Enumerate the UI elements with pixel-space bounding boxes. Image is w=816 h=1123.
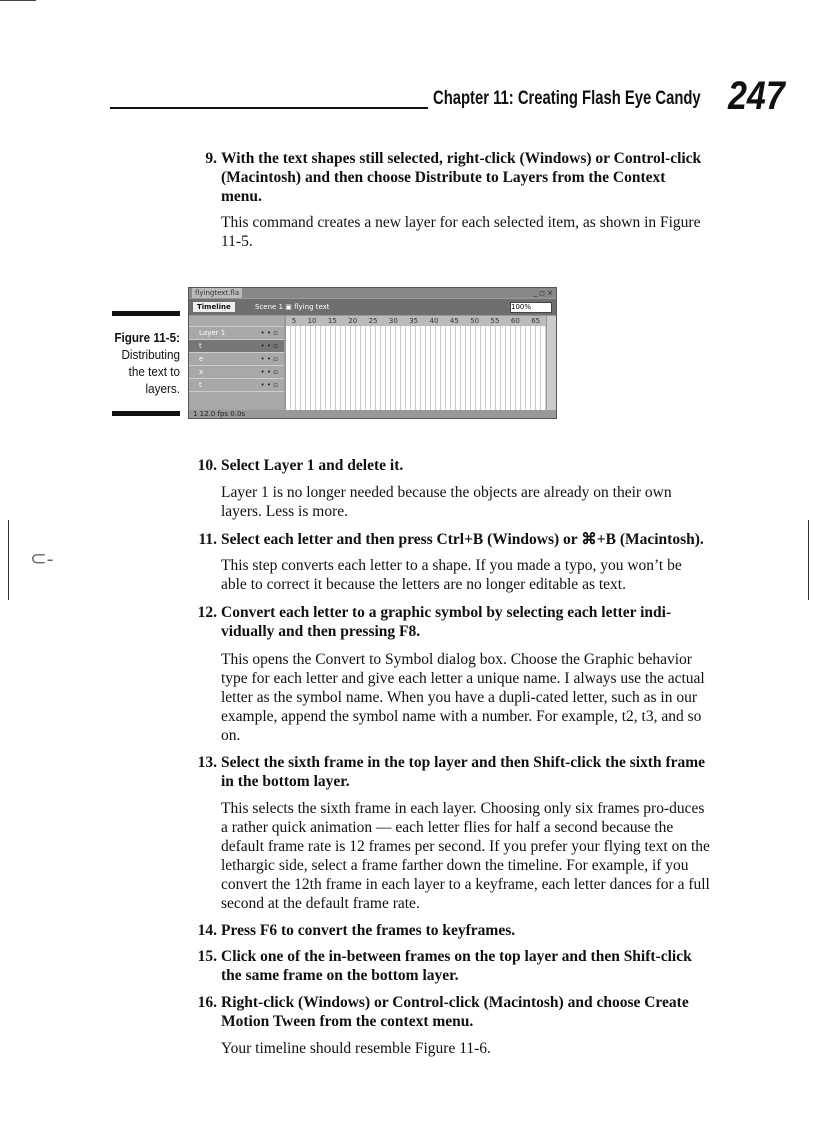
ruler-tick: 35 [409,317,419,325]
scrollbar [547,316,556,410]
step-number: 16. [197,994,217,1011]
layer-list [189,316,284,410]
layer-row: t • • ▫ [189,379,284,392]
layer-row: x • • ▫ [189,366,284,379]
step-body: Layer 1 is no longer needed because the objects are already on their own layers. Less is more. [221,484,672,520]
step-body: This step converts each letter to a shape. If you made a typo, you won’t be able to correct it because the letters are no longer editable as text. [221,557,682,593]
ruler-tick: 45 [449,317,459,325]
step-title: Select Layer 1 and delete it. [221,457,404,474]
step-number: 9. [205,150,217,167]
ruler-tick: 65 [531,317,541,325]
step-title: Right-click (Windows) or Control-click (Macintosh) and choose Create Motion Tween from the context menu. [221,994,689,1030]
layer-row: e • • ▫ [189,353,284,366]
frame-grid [286,316,546,410]
ruler-tick: 60 [510,317,520,325]
step-11 [190,530,710,549]
ruler-tick: 55 [490,317,500,325]
step-number: 15. [197,948,217,965]
frame-ruler [286,316,546,326]
ruler-tick: 50 [470,317,480,325]
layer-row: t • • ▫ [189,340,284,353]
step-9 [190,149,710,206]
step-number: 14. [197,922,217,939]
ruler-tick: 10 [307,317,317,325]
zoom-select: 100% [510,302,552,313]
crop-mark [0,0,36,1]
ruler-tick: 25 [368,317,378,325]
ruler-tick: 40 [429,317,439,325]
chapter-title: Chapter 11: Creating Flash Eye Candy [433,88,701,109]
step-14 [190,921,710,940]
ruler-tick: 5 [291,317,297,325]
breadcrumb: Scene 1 ▣ flying text [255,303,330,311]
step-body: This command creates a new layer for each selected item, as shown in Figure 11-5. [221,214,701,250]
registration-mark-icon: ⊂- [30,548,54,570]
step-title: Click one of the in-between frames on the top layer and then Shift-click the same frame on the bottom layer. [221,948,692,984]
step-13 [190,753,710,791]
registration-line [8,520,9,600]
ruler-tick: 15 [327,317,337,325]
step-number: 12. [197,604,217,621]
step-title: Press F6 to convert the frames to keyframes. [221,922,516,939]
timeline-toolbar [189,299,556,315]
step-title: Convert each letter to a graphic symbol by selecting each letter indi-vidually and then pressing F8. [221,604,672,640]
step-body: Your timeline should resemble Figure 11-6. [221,1040,491,1057]
step-16 [190,993,710,1031]
step-title: With the text shapes still selected, right-click (Windows) or Control-click (Macintosh) and then choose Distribute to Layers from the Context menu. [221,150,702,205]
timeline-button: Timeline [193,302,235,312]
figure-timeline-screenshot [188,287,557,419]
caption-bar [112,411,180,416]
timeline-status: 1 12.0 fps 0.0s [189,410,556,418]
caption-text: Distributing the text to layers. [121,347,180,396]
step-title: Select each letter and then press Ctrl+B (Windows) or ⌘+B (Macintosh). [221,531,704,548]
page-number: 247 [728,74,785,118]
ruler-tick: 20 [348,317,358,325]
figure-caption [108,329,180,397]
scene-label: Scene 1 [255,303,284,311]
figure-label: Figure 11-5: [114,330,180,345]
step-number: 11. [198,531,217,548]
header-rule [110,107,428,109]
layer-row: Layer 1 • • ▫ [189,327,284,340]
step-body: This opens the Convert to Symbol dialog box. Choose the Graphic behavior type for each letter and give each letter a unique name. I always use the actual letter as the symbol name. When you have a dupli-cated letter, such as in our example, append the symbol name with a number. For example, t2, t3, and so on. [221,651,705,744]
step-number: 10. [197,457,217,474]
step-title: Select the sixth frame in the top layer and then Shift-click the sixth frame in the bottom layer. [221,754,706,790]
ruler-tick: 30 [388,317,398,325]
symbol-label: flying text [294,303,330,311]
step-body: This selects the sixth frame in each layer. Choosing only six frames pro-duces a rather quick animation — each letter flies for half a second because the default frame rate is 12 frames per second. If you prefer your flying text on the lethargic side, select a frame farther down the timeline. For example, if you convert the 12th frame in each layer to a keyframe, each letter dances for a full second at the default frame rate. [221,800,710,912]
caption-bar [112,311,180,316]
step-number: 13. [197,754,217,771]
registration-line [808,520,809,600]
step-15 [190,947,710,985]
window-buttons: _ ◻ × [533,289,553,297]
document-tab: flyingtext.fla [192,288,242,298]
step-12 [190,603,710,641]
step-10 [190,456,710,475]
